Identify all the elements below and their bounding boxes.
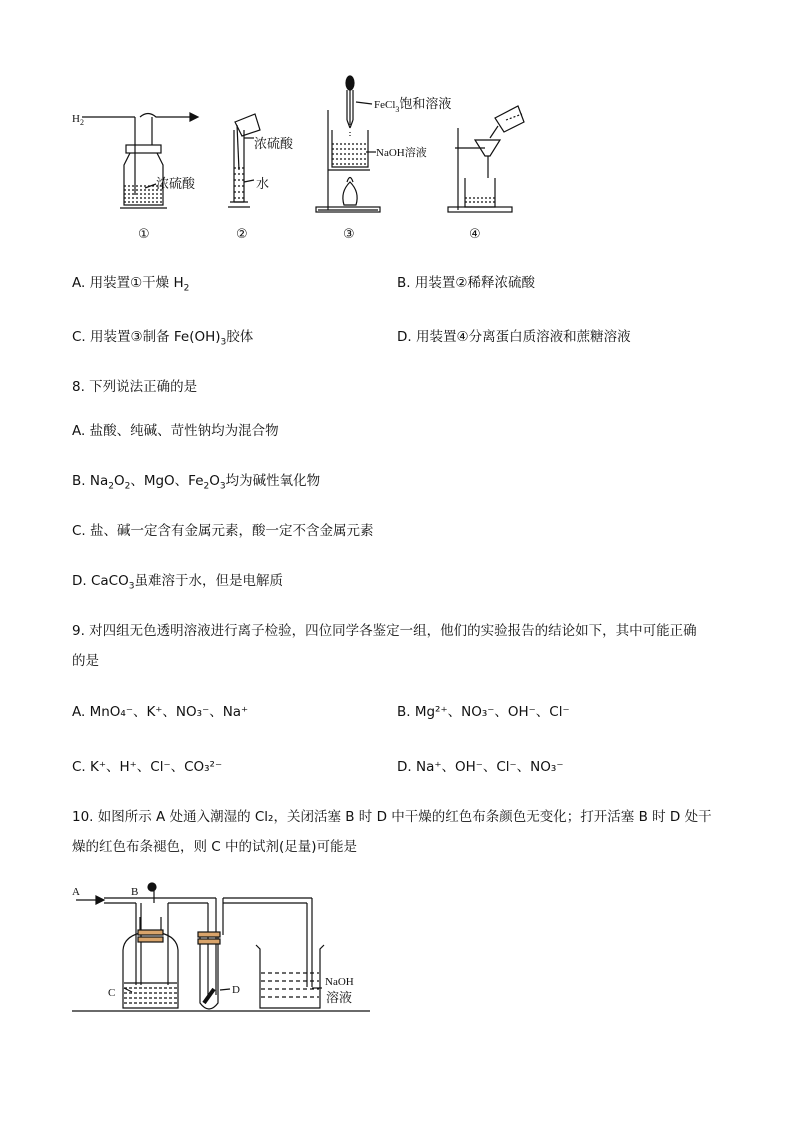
label-a: A [72,886,80,898]
device-2-acid-label: 浓硫酸 [254,137,294,152]
device-3-reagent-label: FeCl$_3$饱和溶液 [374,97,452,114]
label-naoh: NaOH [325,976,354,988]
device-3-heating-setup [316,76,380,212]
label-b: B [131,886,139,898]
apparatus-figure [60,70,530,245]
q9-option-b: B. Mg²⁺、NO₃⁻、OH⁻、Cl⁻ [397,704,570,720]
device-2-cylinder [228,114,260,207]
q10-stem-line2: 燥的红色布条褪色，则 C 中的试剂(足量)可能是 [72,839,358,855]
caption-2: ② [236,227,248,242]
caption-4: ④ [469,227,481,242]
q7-option-a: A. 用装置①干燥 $H_2$ [72,275,190,294]
q7-option-d: D. 用装置④分离蛋白质溶液和蔗糖溶液 [397,329,631,345]
q9-stem-line1: 9. 对四组无色透明溶液进行离子检验，四位同学各鉴定一组，他们的实验报告的结论如下，其中可能正确 [72,623,697,639]
device-4-filtration [448,106,524,212]
device-2-water-label: 水 [256,177,270,192]
q8-option-b: B. $Na_2O_2$、MgO、$Fe_2O_3$均为碱性氧化物 [72,473,321,492]
caption-3: ③ [343,227,355,242]
device-3-beaker-label: NaOH溶液 [376,147,427,159]
q7-option-b: B. 用装置②稀释浓硫酸 [397,275,535,291]
q9-option-a: A. MnO₄⁻、K⁺、NO₃⁻、Na⁺ [72,704,249,720]
device-1-gas-washing-bottle [82,113,198,208]
caption-1: ① [138,227,150,242]
label-c: C [108,987,116,999]
label-d: D [232,984,240,996]
q8-option-d: D. CaCO$_3$虽难溶于水，但是电解质 [72,573,283,592]
q7-option-c: C. 用装置③制备 $Fe(OH)_3$胶体 [72,329,254,348]
device-1-liquid-label: 浓硫酸 [156,177,196,192]
q9-stem-line2: 的是 [72,653,99,669]
q8-option-c: C. 盐、碱一定含有金属元素，酸一定不含金属元素 [72,523,374,539]
q9-option-d: D. Na⁺、OH⁻、Cl⁻、NO₃⁻ [397,759,564,775]
q8-option-a: A. 盐酸、纯碱、苛性钠均为混合物 [72,423,279,439]
h2-label: $H_2$ [72,113,84,127]
q10-stem-line1: 10. 如图所示 A 处通入潮湿的 Cl₂，关闭活塞 B 时 D 中干燥的红色布条颜色无变化；打开活塞 B 时 D 处干 [72,809,712,825]
chlorine-apparatus-figure [68,875,378,1020]
q9-option-c: C. K⁺、H⁺、Cl⁻、CO₃²⁻ [72,759,223,775]
q8-stem: 8. 下列说法正确的是 [72,379,198,395]
label-solution: 溶液 [326,991,353,1006]
